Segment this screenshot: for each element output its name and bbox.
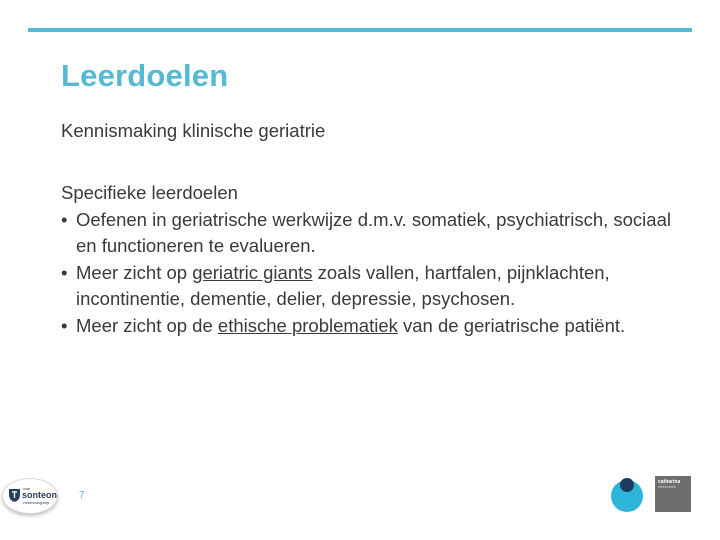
bullet-text-end: zoals vallen, hartfalen, pijnklachten, incontinentie, dementie, delier, depressie, psychosen. [76, 261, 610, 309]
logo-line-2: ziekenhuis [658, 485, 676, 489]
top-accent-rule [28, 28, 692, 32]
page-number: 7 [79, 490, 85, 501]
bullet-icon: • [61, 261, 68, 283]
logo-name: sonteon [22, 490, 57, 500]
underlined-term: geriatric giants [192, 261, 313, 283]
section-heading: Specifieke leerdoelen [61, 182, 238, 203]
bullet-text: Oefenen in geriatrische werkwijze d.m.v. somatiek, psychiatrisch, sociaal en functioneren te evalueren. [76, 208, 671, 256]
slide-title: Leerdoelen [61, 58, 229, 93]
logo-line-1: catharina [658, 479, 681, 485]
logo-sub-text: ziekenhuisgroep [23, 501, 50, 505]
bullet-list [61, 207, 681, 340]
bullet-text-start: Meer zicht op [76, 261, 193, 283]
catharina-logo [655, 476, 691, 512]
bullet-item-1 [61, 207, 681, 260]
bullet-text-start: Meer zicht op de [76, 314, 218, 336]
bullet-text-end: van de geriatrische patiënt. [397, 314, 626, 336]
circle-logo-inner-icon [620, 478, 634, 492]
learning-goals-section [61, 180, 681, 339]
sonteon-logo [2, 478, 58, 514]
logo-small-text: vzw [23, 486, 30, 491]
bullet-icon: • [61, 314, 68, 336]
bullet-item-3 [61, 313, 681, 340]
shield-emblem-icon [8, 488, 21, 503]
slide-subtitle: Kennismaking klinische geriatrie [61, 120, 326, 141]
underlined-term: ethische problematiek [217, 314, 398, 336]
bullet-icon: • [61, 208, 68, 230]
bullet-item-2 [61, 260, 681, 313]
